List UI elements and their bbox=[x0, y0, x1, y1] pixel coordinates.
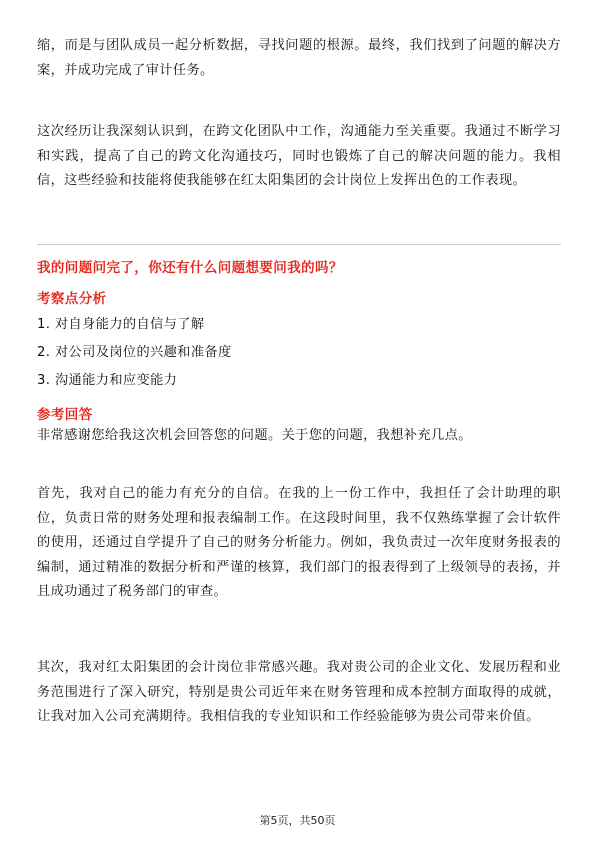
continuation-paragraph: 缩，而是与团队成员一起分析数据，寻找问题的根源。最终，我们找到了问题的解决方案，并成功完成了审计任务。 bbox=[37, 38, 561, 78]
answer-paragraph: 非常感谢您给我这次机会回答您的问题。关于您的问题，我想补充几点。 bbox=[37, 428, 472, 443]
question-heading: 我的问题问完了，你还有什么问题想要问我的吗？ bbox=[37, 260, 343, 276]
analysis-item: 1. 对自身能力的自信与了解 bbox=[37, 317, 205, 332]
analysis-heading: 考察点分析 bbox=[37, 291, 107, 307]
analysis-item: 3. 沟通能力和应变能力 bbox=[37, 373, 178, 388]
analysis-item: 2. 对公司及岗位的兴趣和准备度 bbox=[37, 345, 232, 360]
reflection-paragraph: 这次经历让我深刻认识到，在跨文化团队中工作，沟通能力至关重要。我通过不断学习和实践，提高了自己的跨文化沟通技巧，同时也锻炼了自己的解决问题的能力。我相信，这些经验和技能将使我能够在红太阳集团的会计岗位上发挥出色的工作表现。 bbox=[37, 124, 561, 188]
page-footer: 第5页，共50页 bbox=[259, 814, 336, 827]
answer-paragraph: 首先，我对自己的能力有充分的自信。在我的上一份工作中，我担任了会计助理的职位，负责日常的财务处理和报表编制工作。在这段时间里，我不仅熟练掌握了会计软件的使用，还通过自学提升了自己的财务分析能力。例如，我负责过一次年度财务报表的编制，通过精准的数据分析和严谨的核算，我们部门的报表得到了上级领导的表扬，并且成功通过了税务部门的审查。 bbox=[37, 486, 561, 599]
section-divider bbox=[37, 244, 561, 245]
answer-paragraph: 其次，我对红太阳集团的会计岗位非常感兴趣。我对贵公司的企业文化、发展历程和业务范围进行了深入研究，特别是贵公司近年来在财务管理和成本控制方面取得的成就，让我对加入公司充满期待。我相信我的专业知识和工作经验能够为贵公司带来价值。 bbox=[37, 660, 561, 724]
answer-heading: 参考回答 bbox=[37, 407, 93, 423]
